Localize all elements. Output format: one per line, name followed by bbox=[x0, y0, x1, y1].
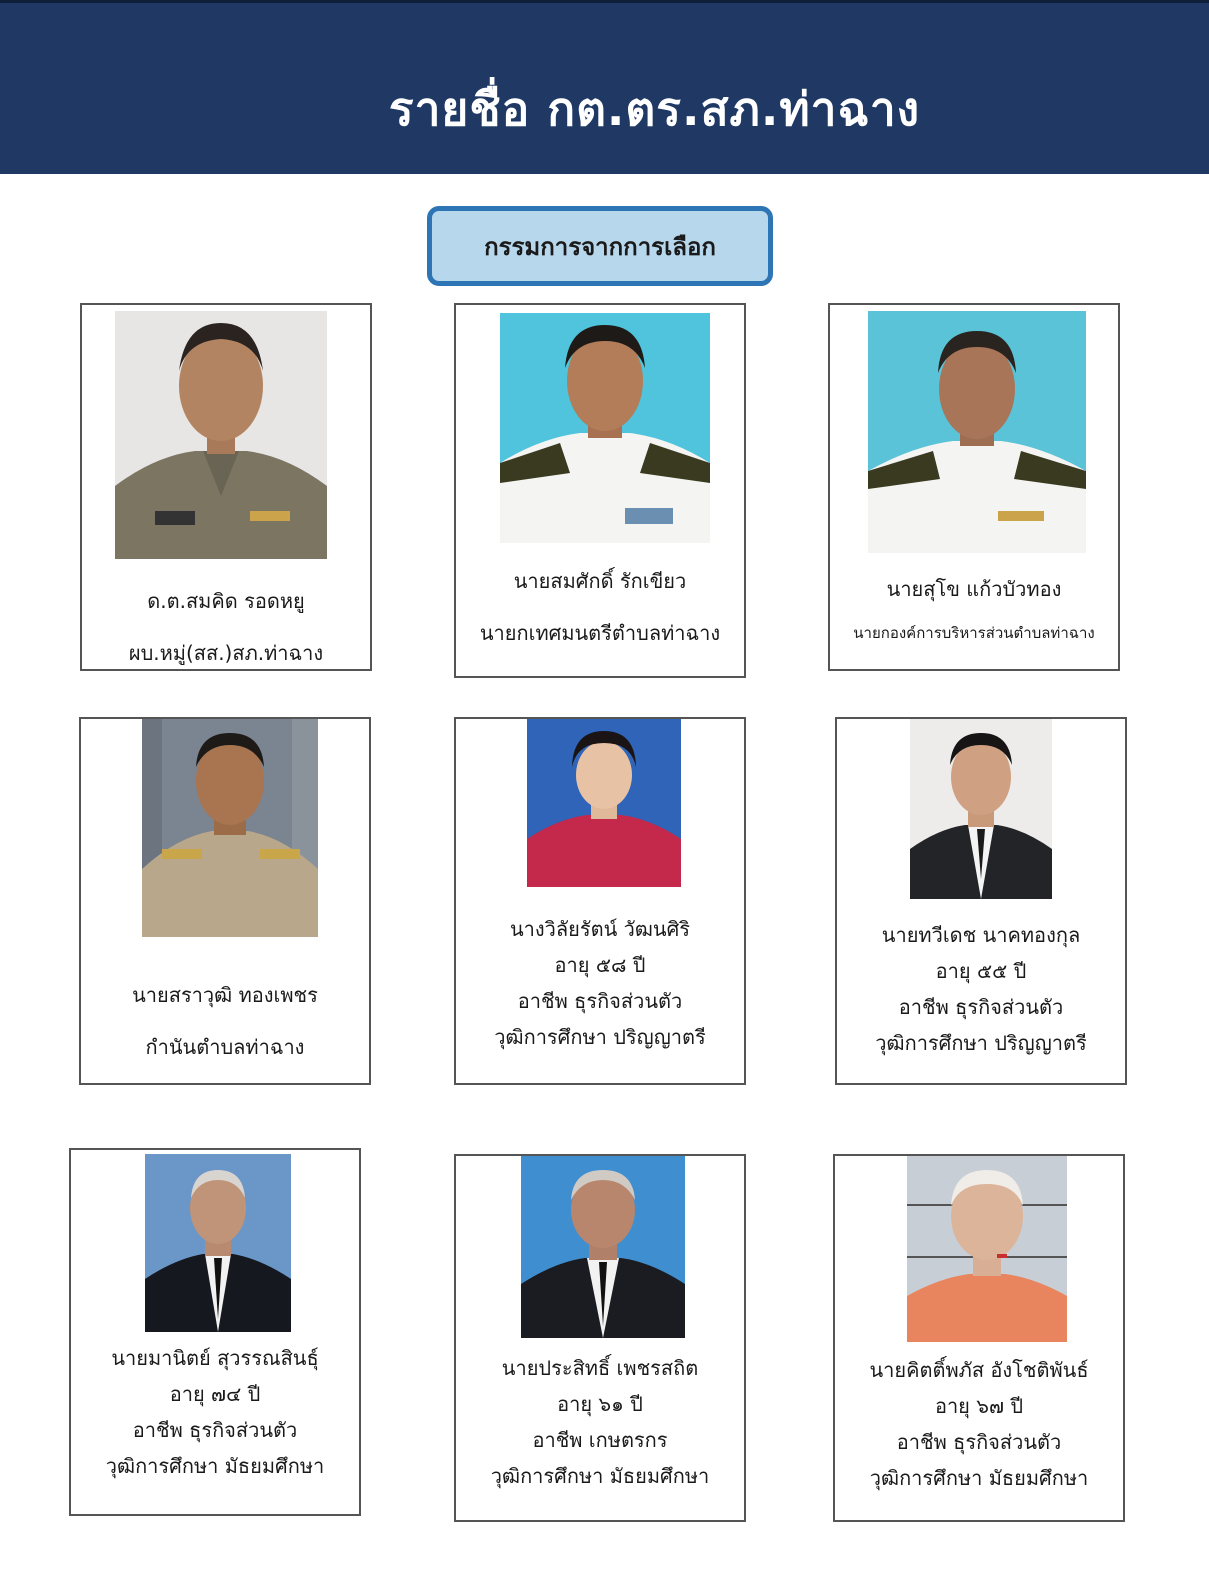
member-education: วุฒิการศึกษา มัธยมศึกษา bbox=[490, 1464, 710, 1488]
member-education: วุฒิการศึกษา มัธยมศึกษา bbox=[869, 1466, 1089, 1490]
member-info bbox=[81, 969, 369, 1073]
member-education: วุฒิการศึกษา ปริญญาตรี bbox=[494, 1025, 706, 1049]
member-photo bbox=[521, 1156, 685, 1338]
member-info bbox=[835, 1352, 1123, 1496]
member-name: นายสุโข แก้วบัวทอง bbox=[886, 577, 1062, 601]
member-name: นายมานิตย์ สุวรรณสินธุ์ bbox=[111, 1346, 319, 1370]
section-label: กรรมการจากการเลือก bbox=[427, 206, 773, 286]
member-card-3 bbox=[828, 303, 1120, 671]
member-name: นางวิลัยรัตน์ วัฒนศิริ bbox=[509, 917, 691, 941]
member-education: วุฒิการศึกษา ปริญญาตรี bbox=[875, 1031, 1087, 1055]
member-photo bbox=[145, 1154, 291, 1332]
member-age: อายุ ๖๑ ปี bbox=[557, 1392, 643, 1416]
page-title: รายชื่อ กต.ตร.สภ.ท่าฉาง bbox=[388, 82, 921, 136]
member-name: นายประสิทธิ์ เพชรสถิต bbox=[501, 1356, 699, 1380]
member-photo bbox=[115, 311, 327, 559]
member-name: นายสมศักดิ์ รักเขียว bbox=[513, 569, 687, 593]
member-card-8 bbox=[454, 1154, 746, 1522]
member-position: นายกเทศมนตรีตำบลท่าฉาง bbox=[479, 621, 721, 645]
member-info bbox=[837, 917, 1125, 1061]
member-info bbox=[456, 911, 744, 1055]
member-card-9 bbox=[833, 1154, 1125, 1522]
member-position: กำนันตำบลท่าฉาง bbox=[145, 1035, 305, 1059]
member-photo bbox=[527, 719, 681, 887]
member-card-7 bbox=[69, 1148, 361, 1516]
member-age: อายุ ๕๕ ปี bbox=[935, 959, 1027, 983]
member-info bbox=[830, 567, 1118, 655]
member-education: วุฒิการศึกษา มัธยมศึกษา bbox=[105, 1454, 325, 1478]
member-occupation: อาชีพ ธุรกิจส่วนตัว bbox=[132, 1418, 298, 1442]
member-name: นายทวีเดช นาคทองกุล bbox=[881, 923, 1081, 947]
member-occupation: อาชีพ ธุรกิจส่วนตัว bbox=[898, 995, 1064, 1019]
member-photo bbox=[910, 719, 1052, 899]
member-photo bbox=[500, 313, 710, 543]
member-name: นายคิตติ์พภัส อังโชติพันธ์ bbox=[869, 1358, 1089, 1382]
member-card-1 bbox=[80, 303, 372, 671]
member-photo bbox=[907, 1156, 1067, 1342]
member-age: อายุ ๗๔ ปี bbox=[169, 1382, 261, 1406]
member-info bbox=[82, 575, 370, 679]
member-photo bbox=[868, 311, 1086, 553]
member-card-4 bbox=[79, 717, 371, 1085]
member-card-6 bbox=[835, 717, 1127, 1085]
member-photo bbox=[142, 719, 318, 937]
member-occupation: อาชีพ ธุรกิจส่วนตัว bbox=[517, 989, 683, 1013]
member-card-2 bbox=[454, 303, 746, 678]
member-age: อายุ ๖๗ ปี bbox=[934, 1394, 1024, 1418]
member-position: นายกองค์การบริหารส่วนตำบลท่าฉาง bbox=[853, 624, 1095, 642]
member-name: ด.ต.สมคิด รอดหยู bbox=[147, 589, 305, 613]
member-name: นายสราวุฒิ ทองเพชร bbox=[132, 983, 318, 1007]
member-info bbox=[71, 1340, 359, 1484]
member-info bbox=[456, 1350, 744, 1494]
member-occupation: อาชีพ ธุรกิจส่วนตัว bbox=[896, 1430, 1062, 1454]
member-card-5 bbox=[454, 717, 746, 1085]
member-occupation: อาชีพ เกษตรกร bbox=[532, 1428, 668, 1452]
header-banner bbox=[0, 0, 1209, 174]
member-position: ผบ.หมู่(สส.)สภ.ท่าฉาง bbox=[128, 641, 324, 665]
member-age: อายุ ๕๘ ปี bbox=[554, 953, 646, 977]
member-info bbox=[456, 555, 744, 659]
